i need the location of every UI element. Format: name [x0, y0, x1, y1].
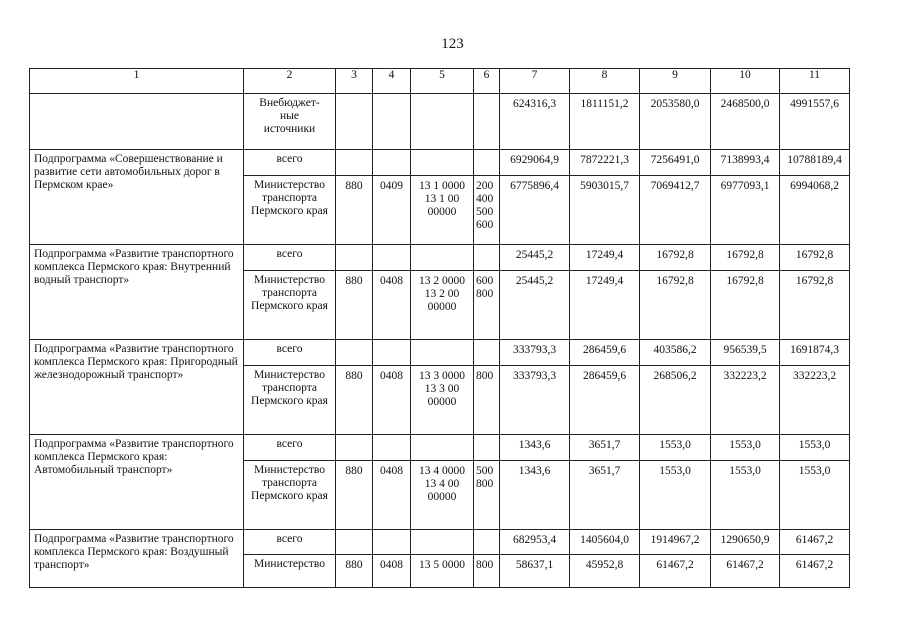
subprogram-title: Подпрограмма «Развитие транспортного комплекса Пермского края: Пригородный железнодорожный транспорт» [30, 340, 244, 435]
section-code: 0408 [373, 461, 411, 530]
expense-type-code: 600 800 [474, 271, 500, 340]
admin-code [336, 530, 373, 555]
admin-code [336, 245, 373, 271]
admin-code [336, 150, 373, 176]
amount-cell: 16792,8 [711, 271, 780, 340]
funding-source: Министерство транспорта Пермского края [244, 461, 336, 530]
amount-cell: 16792,8 [640, 271, 711, 340]
amount-cell: 403586,2 [640, 340, 711, 366]
section-code: 0409 [373, 176, 411, 245]
admin-code: 880 [336, 271, 373, 340]
section-code [373, 530, 411, 555]
amount-cell: 16792,8 [711, 245, 780, 271]
header-cell: 3 [336, 69, 373, 94]
amount-cell: 1553,0 [640, 461, 711, 530]
header-cell: 2 [244, 69, 336, 94]
section-code [373, 94, 411, 150]
amount-cell: 4991557,6 [780, 94, 850, 150]
target-article-code: 13 3 0000 13 3 00 00000 [411, 366, 474, 435]
amount-cell: 1405604,0 [570, 530, 640, 555]
amount-cell: 7069412,7 [640, 176, 711, 245]
amount-cell: 25445,2 [500, 245, 570, 271]
funding-source: Внебюджет- ные источники [244, 94, 336, 150]
expense-type-code: 500 800 [474, 461, 500, 530]
target-article-code: 13 4 0000 13 4 00 00000 [411, 461, 474, 530]
amount-cell: 5903015,7 [570, 176, 640, 245]
amount-cell: 61467,2 [780, 555, 850, 588]
amount-cell: 1343,6 [500, 461, 570, 530]
amount-cell: 1553,0 [711, 435, 780, 461]
amount-cell: 61467,2 [711, 555, 780, 588]
budget-table [29, 68, 850, 588]
amount-cell: 1553,0 [780, 435, 850, 461]
amount-cell: 956539,5 [711, 340, 780, 366]
amount-cell: 17249,4 [570, 245, 640, 271]
amount-cell: 1553,0 [640, 435, 711, 461]
table-row [30, 340, 850, 366]
target-article-code: 13 1 0000 13 1 00 00000 [411, 176, 474, 245]
admin-code: 880 [336, 176, 373, 245]
amount-cell: 6929064,9 [500, 150, 570, 176]
table-row [30, 245, 850, 271]
amount-cell: 16792,8 [780, 245, 850, 271]
amount-cell: 1553,0 [711, 461, 780, 530]
section-code [373, 150, 411, 176]
table-row [30, 94, 850, 150]
amount-cell: 7256491,0 [640, 150, 711, 176]
expense-type-code [474, 245, 500, 271]
amount-cell: 7138993,4 [711, 150, 780, 176]
funding-source: всего [244, 530, 336, 555]
expense-type-code [474, 435, 500, 461]
target-article-code [411, 94, 474, 150]
subprogram-title: Подпрограмма «Развитие транспортного комплекса Пермского края: Воздушный транспорт» [30, 530, 244, 588]
amount-cell: 25445,2 [500, 271, 570, 340]
subprogram-title [30, 94, 244, 150]
expense-type-code: 800 [474, 366, 500, 435]
funding-source: всего [244, 340, 336, 366]
amount-cell: 1343,6 [500, 435, 570, 461]
subprogram-title: Подпрограмма «Развитие транспортного комплекса Пермского края: Внутренний водный транспорт» [30, 245, 244, 340]
amount-cell: 7872221,3 [570, 150, 640, 176]
subprogram-title: Подпрограмма «Развитие транспортного комплекса Пермского края: Автомобильный транспорт» [30, 435, 244, 530]
expense-type-code [474, 340, 500, 366]
funding-source: всего [244, 150, 336, 176]
section-code [373, 435, 411, 461]
admin-code: 880 [336, 461, 373, 530]
expense-type-code [474, 94, 500, 150]
amount-cell: 10788189,4 [780, 150, 850, 176]
target-article-code [411, 530, 474, 555]
admin-code [336, 435, 373, 461]
amount-cell: 682953,4 [500, 530, 570, 555]
page-number: 123 [441, 36, 464, 52]
section-code: 0408 [373, 271, 411, 340]
amount-cell: 16792,8 [780, 271, 850, 340]
amount-cell: 16792,8 [640, 245, 711, 271]
amount-cell: 17249,4 [570, 271, 640, 340]
header-cell: 8 [570, 69, 640, 94]
expense-type-code [474, 150, 500, 176]
header-cell: 4 [373, 69, 411, 94]
expense-type-code: 800 [474, 555, 500, 588]
amount-cell: 2053580,0 [640, 94, 711, 150]
admin-code: 880 [336, 366, 373, 435]
table-row [30, 150, 850, 176]
amount-cell: 3651,7 [570, 435, 640, 461]
table-row [30, 435, 850, 461]
admin-code [336, 94, 373, 150]
header-cell: 5 [411, 69, 474, 94]
section-code: 0408 [373, 555, 411, 588]
amount-cell: 1691874,3 [780, 340, 850, 366]
header-row [30, 69, 850, 94]
expense-type-code [474, 530, 500, 555]
funding-source: Министерство транспорта Пермского края [244, 271, 336, 340]
table-row [30, 530, 850, 555]
amount-cell: 6775896,4 [500, 176, 570, 245]
amount-cell: 286459,6 [570, 366, 640, 435]
target-article-code: 13 5 0000 [411, 555, 474, 588]
target-article-code [411, 150, 474, 176]
amount-cell: 332223,2 [711, 366, 780, 435]
funding-source: Министерство транспорта Пермского края [244, 176, 336, 245]
amount-cell: 6977093,1 [711, 176, 780, 245]
target-article-code [411, 435, 474, 461]
amount-cell: 3651,7 [570, 461, 640, 530]
amount-cell: 333793,3 [500, 366, 570, 435]
expense-type-code: 200 400 500 600 [474, 176, 500, 245]
amount-cell: 286459,6 [570, 340, 640, 366]
header-cell: 7 [500, 69, 570, 94]
subprogram-title: Подпрограмма «Совершенствование и развитие сети автомобильных дорог в Пермском крае» [30, 150, 244, 245]
funding-source: Министерство [244, 555, 336, 588]
amount-cell: 6994068,2 [780, 176, 850, 245]
section-code: 0408 [373, 366, 411, 435]
funding-source: всего [244, 435, 336, 461]
amount-cell: 332223,2 [780, 366, 850, 435]
amount-cell: 58637,1 [500, 555, 570, 588]
admin-code: 880 [336, 555, 373, 588]
amount-cell: 333793,3 [500, 340, 570, 366]
header-cell: 11 [780, 69, 850, 94]
amount-cell: 61467,2 [780, 530, 850, 555]
section-code [373, 340, 411, 366]
section-code [373, 245, 411, 271]
target-article-code [411, 340, 474, 366]
amount-cell: 1553,0 [780, 461, 850, 530]
amount-cell: 1811151,2 [570, 94, 640, 150]
funding-source: всего [244, 245, 336, 271]
header-cell: 6 [474, 69, 500, 94]
amount-cell: 45952,8 [570, 555, 640, 588]
amount-cell: 624316,3 [500, 94, 570, 150]
amount-cell: 268506,2 [640, 366, 711, 435]
header-cell: 10 [711, 69, 780, 94]
target-article-code: 13 2 0000 13 2 00 00000 [411, 271, 474, 340]
header-cell: 1 [30, 69, 244, 94]
amount-cell: 1290650,9 [711, 530, 780, 555]
target-article-code [411, 245, 474, 271]
amount-cell: 1914967,2 [640, 530, 711, 555]
funding-source: Министерство транспорта Пермского края [244, 366, 336, 435]
header-cell: 9 [640, 69, 711, 94]
admin-code [336, 340, 373, 366]
amount-cell: 61467,2 [640, 555, 711, 588]
amount-cell: 2468500,0 [711, 94, 780, 150]
